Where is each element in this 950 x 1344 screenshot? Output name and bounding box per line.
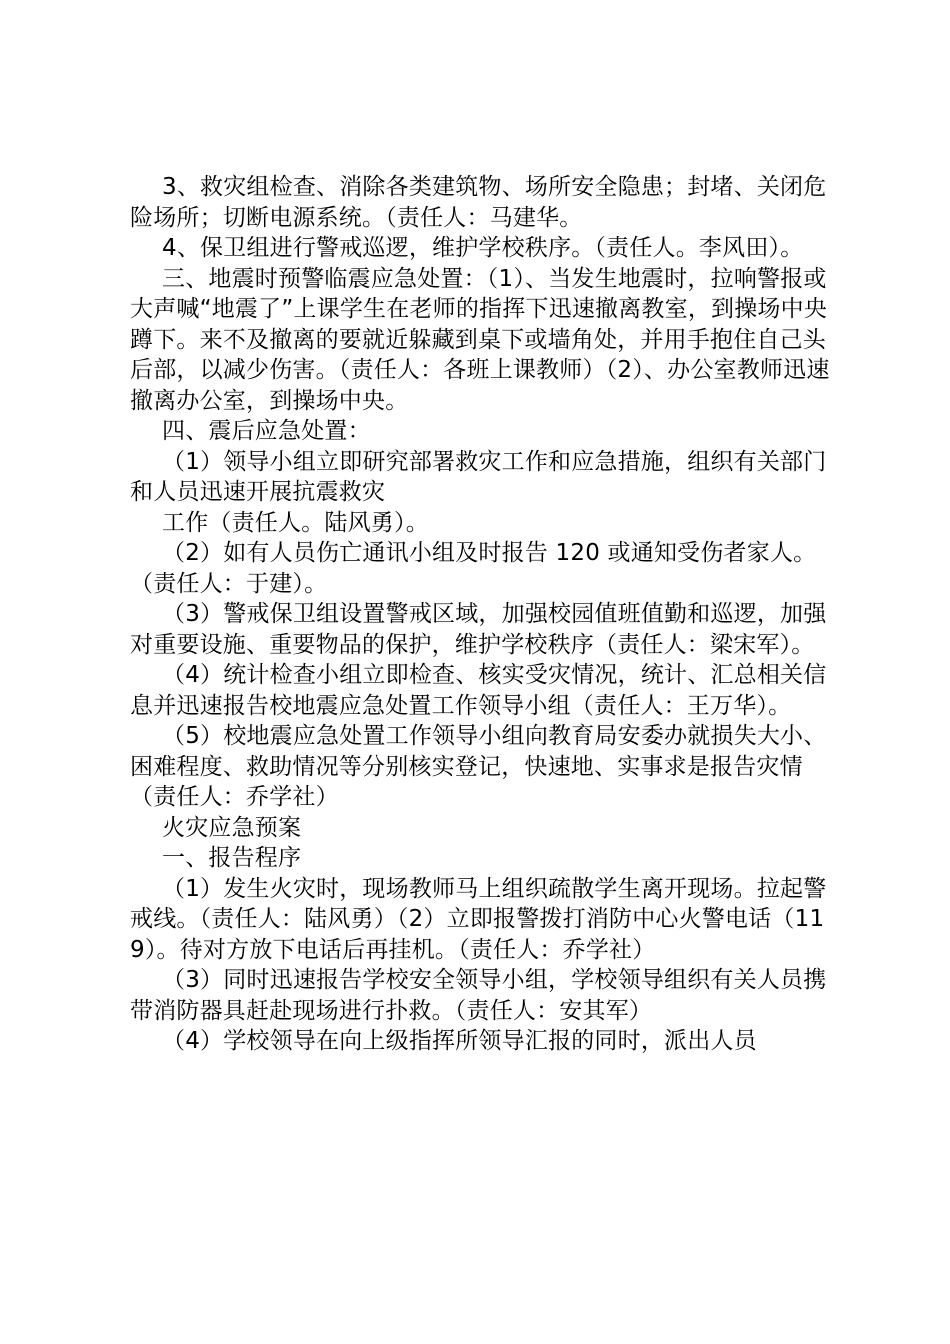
paragraph-post-quake-3: （3）警戒保卫组设置警戒区域，加强校园值班值勤和巡逻，加强对重要设施、重要物品的保护，维护学校秩序（责任人：梁宋军）。: [130, 601, 827, 658]
heading-report-procedure: 一、报告程序: [162, 845, 302, 871]
paragraph-earthquake-response: 三、地震时预警临震应急处置：（1）、当发生地震时，拉响警报或大声喊“地震了”上课学生在老师的指挥下迅速撤离教室，到操场中央蹲下。来不及撤离的要就近躲藏到桌下或墙角处，并用手抱住自己头后部，以减少伤害。（责任人：各班上课教师）（2）、办公室教师迅速撤离办公室，到操场中央。: [130, 265, 830, 414]
heading-fire-plan: 火灾应急预案: [162, 814, 302, 841]
paragraph-rescue-inspection: 3、救灾组检查、消除各类建筑物、场所安全隐患；封堵、关闭危险场所；切断电源系统。（责任人：马建华。: [130, 174, 827, 231]
paragraph-fire-1-2: （1）发生火灾时，现场教师马上组织疏散学生离开现场。拉起警戒线。（责任人：陆风勇）（2）立即报警拨打消防中心火警电话（119）。待对方放下电话后再挂机。（责任人：乔学社）: [130, 875, 827, 963]
paragraph-post-quake-1-cont: 工作（责任人。陆风勇）。: [162, 509, 429, 536]
heading-post-quake: 四、震后应急处置：: [162, 418, 371, 444]
paragraph-security-patrol: 4、保卫组进行警戒巡逻，维护学校秩序。（责任人。李风田）。: [162, 235, 804, 261]
paragraph-fire-3: （3）同时迅速报告学校安全领导小组，学校领导组织有关人员携带消防器具赶赴现场进行扑救。（责任人：安其军）: [130, 967, 827, 1024]
paragraph-post-quake-5: （5）校地震应急处置工作领导小组向教育局安委办就损失大小、困难程度、救助情况等分别核实登记，快速地、实事求是报告灾情（责任人：乔学社）: [130, 723, 827, 810]
document-body: [130, 172, 830, 1057]
paragraph-fire-4: （4）学校领导在向上级指挥所领导汇报的同时，派出人员: [162, 1028, 757, 1054]
paragraph-post-quake-2: （2）如有人员伤亡通讯小组及时报告 120 或通知受伤者家人。（责任人：于建）。: [130, 540, 817, 597]
paragraph-post-quake-4: （4）统计检查小组立即检查、核实受灾情况，统计、汇总相关信息并迅速报告校地震应急处置工作领导小组（责任人：王万华）。: [130, 662, 827, 719]
paragraph-post-quake-1: （1）领导小组立即研究部署救灾工作和应急措施，组织有关部门和人员迅速开展抗震救灾: [130, 448, 827, 505]
